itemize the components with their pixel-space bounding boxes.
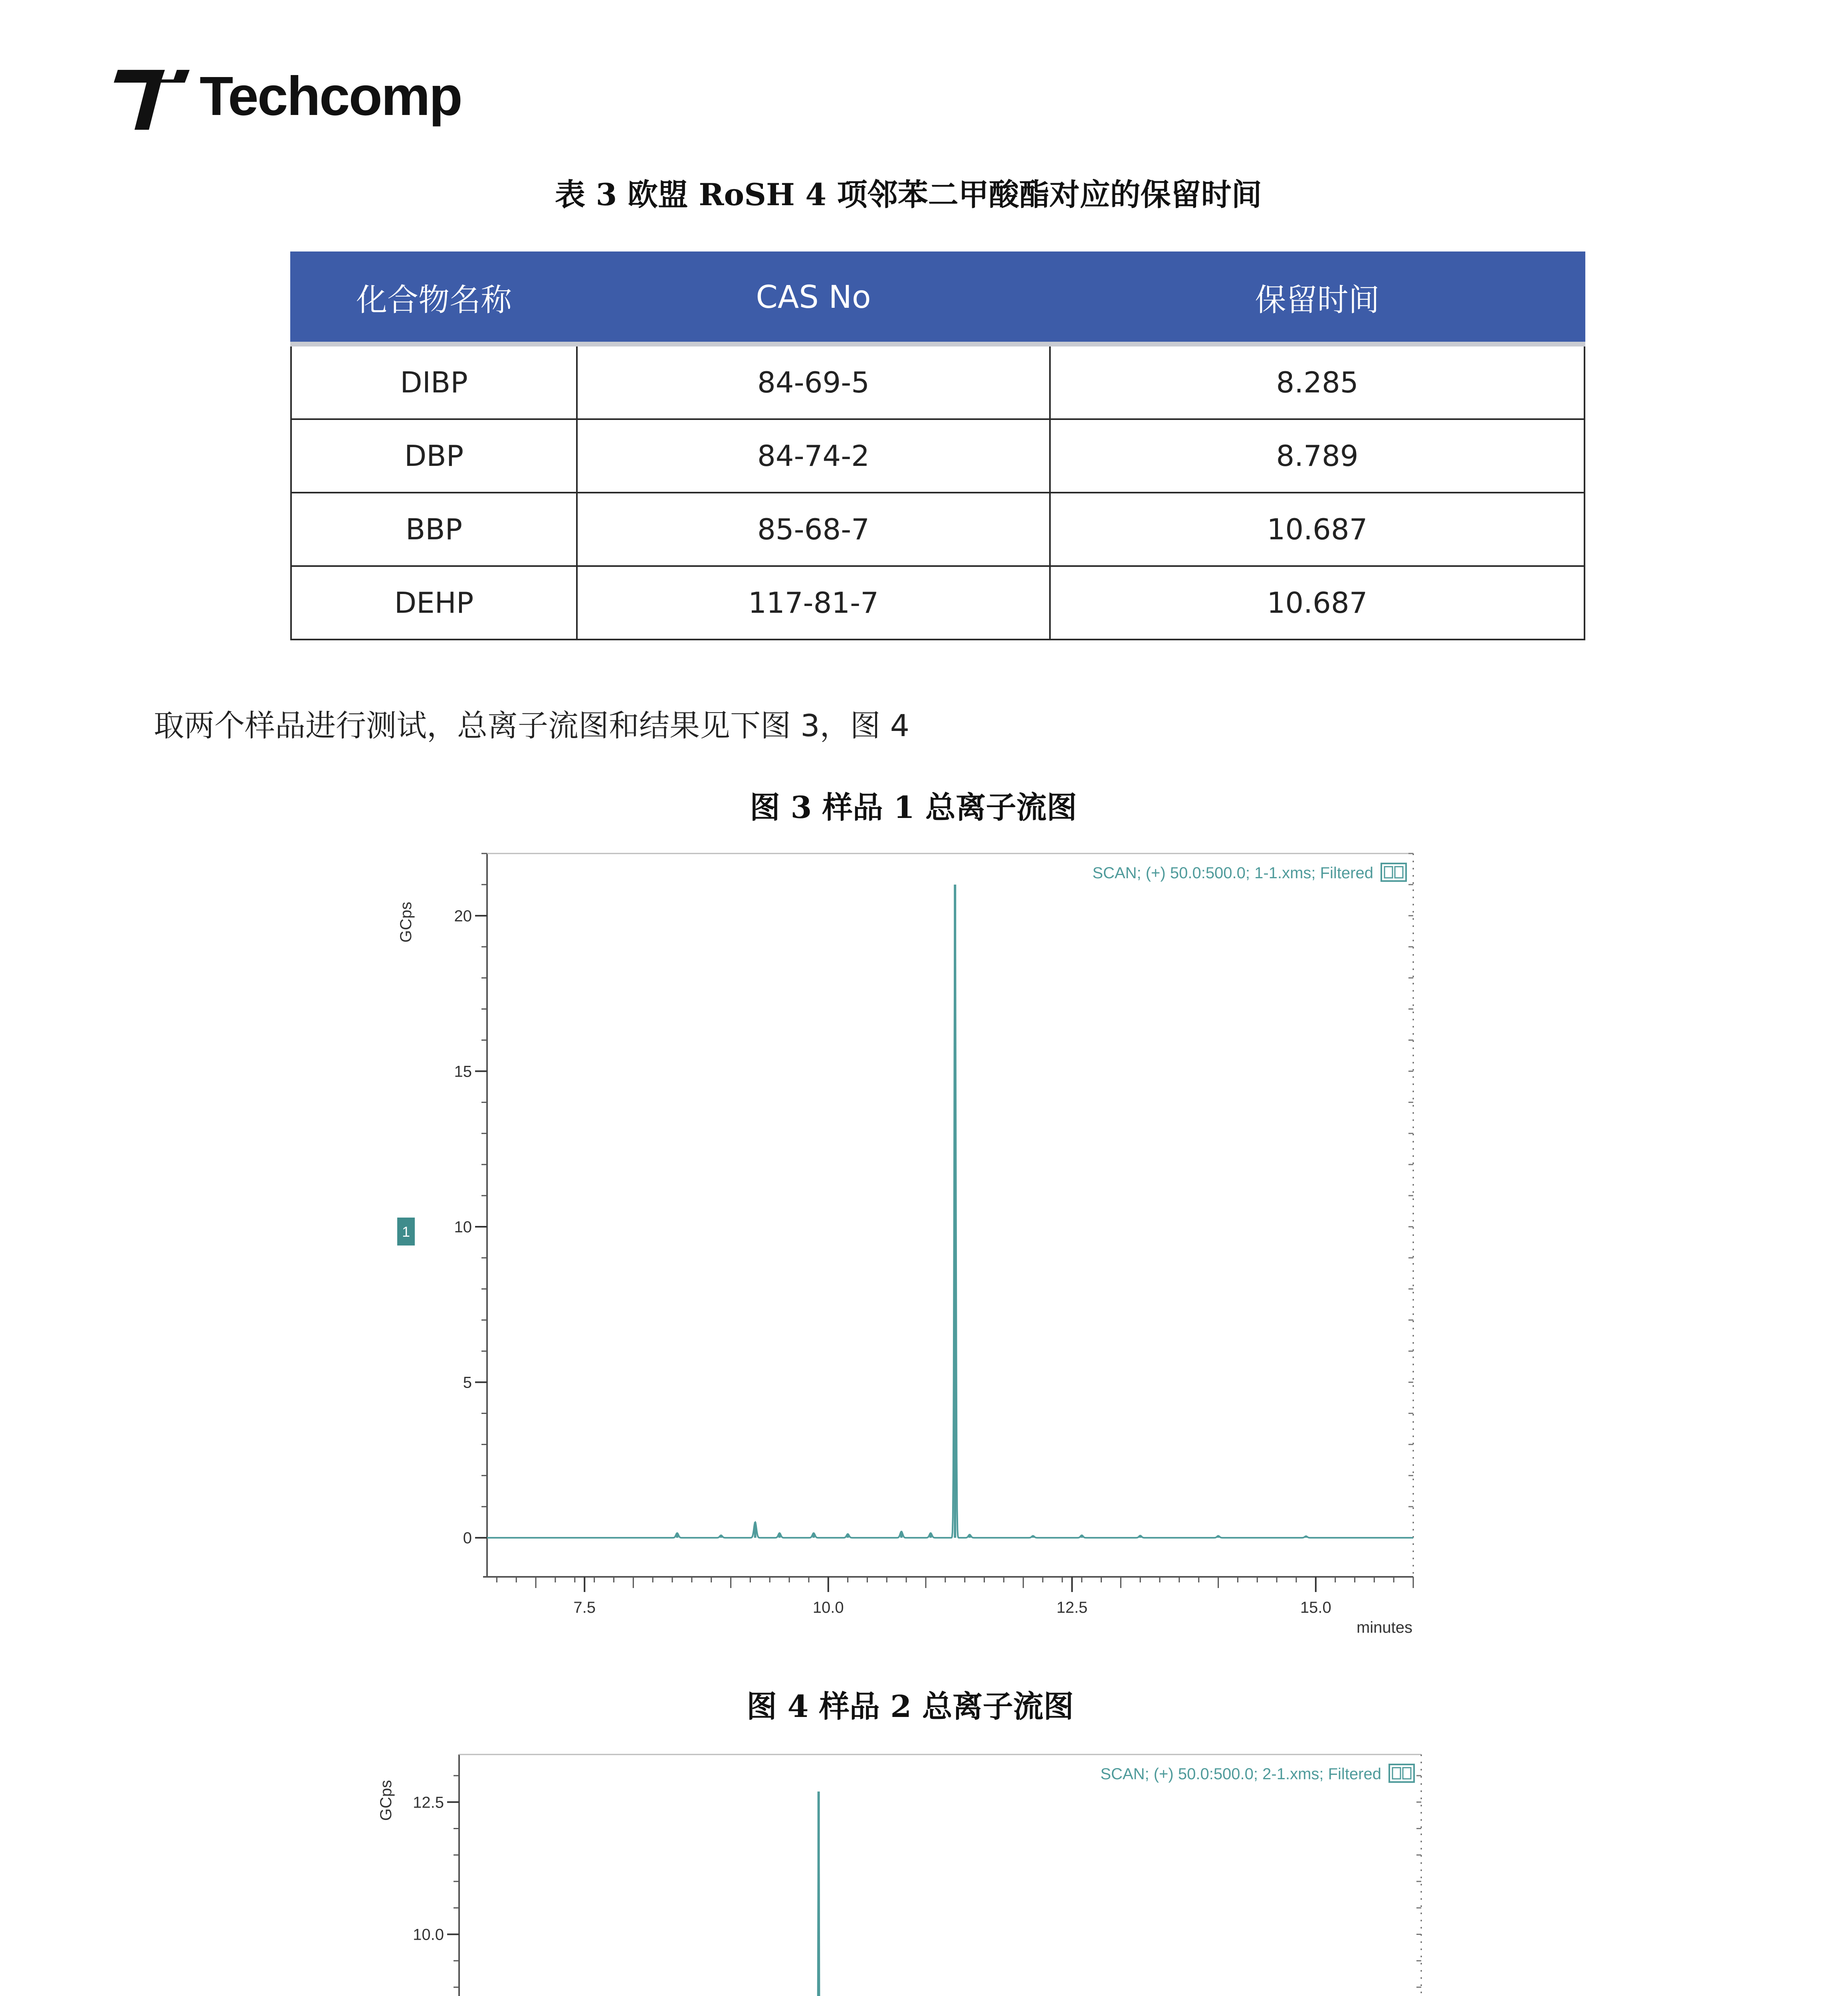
table-cell: DEHP bbox=[291, 566, 577, 640]
y-tick-label: 0 bbox=[463, 1529, 472, 1547]
column-header-retention: 保留时间 bbox=[1050, 252, 1585, 344]
y-tick-label: 10.0 bbox=[413, 1926, 444, 1944]
table-cell: 85-68-7 bbox=[577, 493, 1050, 566]
svg-text:1: 1 bbox=[402, 1224, 410, 1240]
filter-toggle-icon[interactable] bbox=[1389, 1764, 1414, 1782]
column-header-compound: 化合物名称 bbox=[291, 252, 577, 344]
table-cell: 117-81-7 bbox=[577, 566, 1050, 640]
chromatogram-sample-2 bbox=[351, 1737, 1461, 1996]
table-cell: DBP bbox=[291, 419, 577, 493]
body-paragraph: 取两个样品进行测试，总离子流图和结果见下图 3，图 4 bbox=[154, 708, 910, 743]
y-tick-label: 12.5 bbox=[413, 1794, 444, 1812]
scan-info-label: SCAN; (+) 50.0:500.0; 2-1.xms; Filtered bbox=[1100, 1765, 1381, 1783]
table-cell: DIBP bbox=[291, 344, 577, 419]
scan-info-label: SCAN; (+) 50.0:500.0; 1-1.xms; Filtered bbox=[1092, 864, 1373, 882]
column-header-cas: CAS No bbox=[577, 252, 1050, 344]
table-cell: 84-69-5 bbox=[577, 344, 1050, 419]
y-axis-label: GCps bbox=[397, 901, 415, 943]
x-tick-label: 12.5 bbox=[1056, 1599, 1088, 1616]
table-row bbox=[291, 419, 1585, 493]
x-axis-label: minutes bbox=[1356, 1619, 1412, 1636]
y-tick-label: 20 bbox=[454, 907, 472, 925]
table-cell: 10.687 bbox=[1050, 566, 1585, 640]
y-tick-label: 15 bbox=[454, 1063, 472, 1081]
chromatogram-trace bbox=[487, 894, 1413, 1538]
table-cell: 10.687 bbox=[1050, 493, 1585, 566]
y-axis-label: GCps bbox=[377, 1780, 395, 1821]
logo-text: Techcomp bbox=[200, 65, 462, 127]
table-caption: 表 3 欧盟 RoSH 4 项邻苯二甲酸酯对应的保留时间 bbox=[555, 177, 1262, 212]
filter-toggle-icon[interactable] bbox=[1381, 863, 1406, 881]
chromatogram-sample-1 bbox=[351, 834, 1461, 1661]
figure-3-caption: 图 3 样品 1 总离子流图 bbox=[750, 790, 1077, 825]
table-cell: 8.285 bbox=[1050, 344, 1585, 419]
table-row bbox=[291, 493, 1585, 566]
x-tick-label: 7.5 bbox=[573, 1599, 596, 1616]
retention-time-table bbox=[290, 251, 1585, 640]
figure-4-caption: 图 4 样品 2 总离子流图 bbox=[747, 1689, 1074, 1724]
x-tick-label: 10.0 bbox=[812, 1599, 844, 1616]
table-cell: 8.789 bbox=[1050, 419, 1585, 493]
chromatogram-trace bbox=[459, 1793, 1421, 1996]
table-row bbox=[291, 566, 1585, 640]
x-tick-label: 15.0 bbox=[1300, 1599, 1331, 1616]
table-header-row bbox=[291, 252, 1585, 344]
table-cell: BBP bbox=[291, 493, 577, 566]
table-row bbox=[291, 344, 1585, 419]
y-tick-label: 10 bbox=[454, 1218, 472, 1236]
techcomp-logo-icon bbox=[114, 66, 194, 134]
table-cell: 84-74-2 bbox=[577, 419, 1050, 493]
series-marker[interactable] bbox=[397, 1218, 415, 1246]
y-tick-label: 5 bbox=[463, 1374, 472, 1392]
